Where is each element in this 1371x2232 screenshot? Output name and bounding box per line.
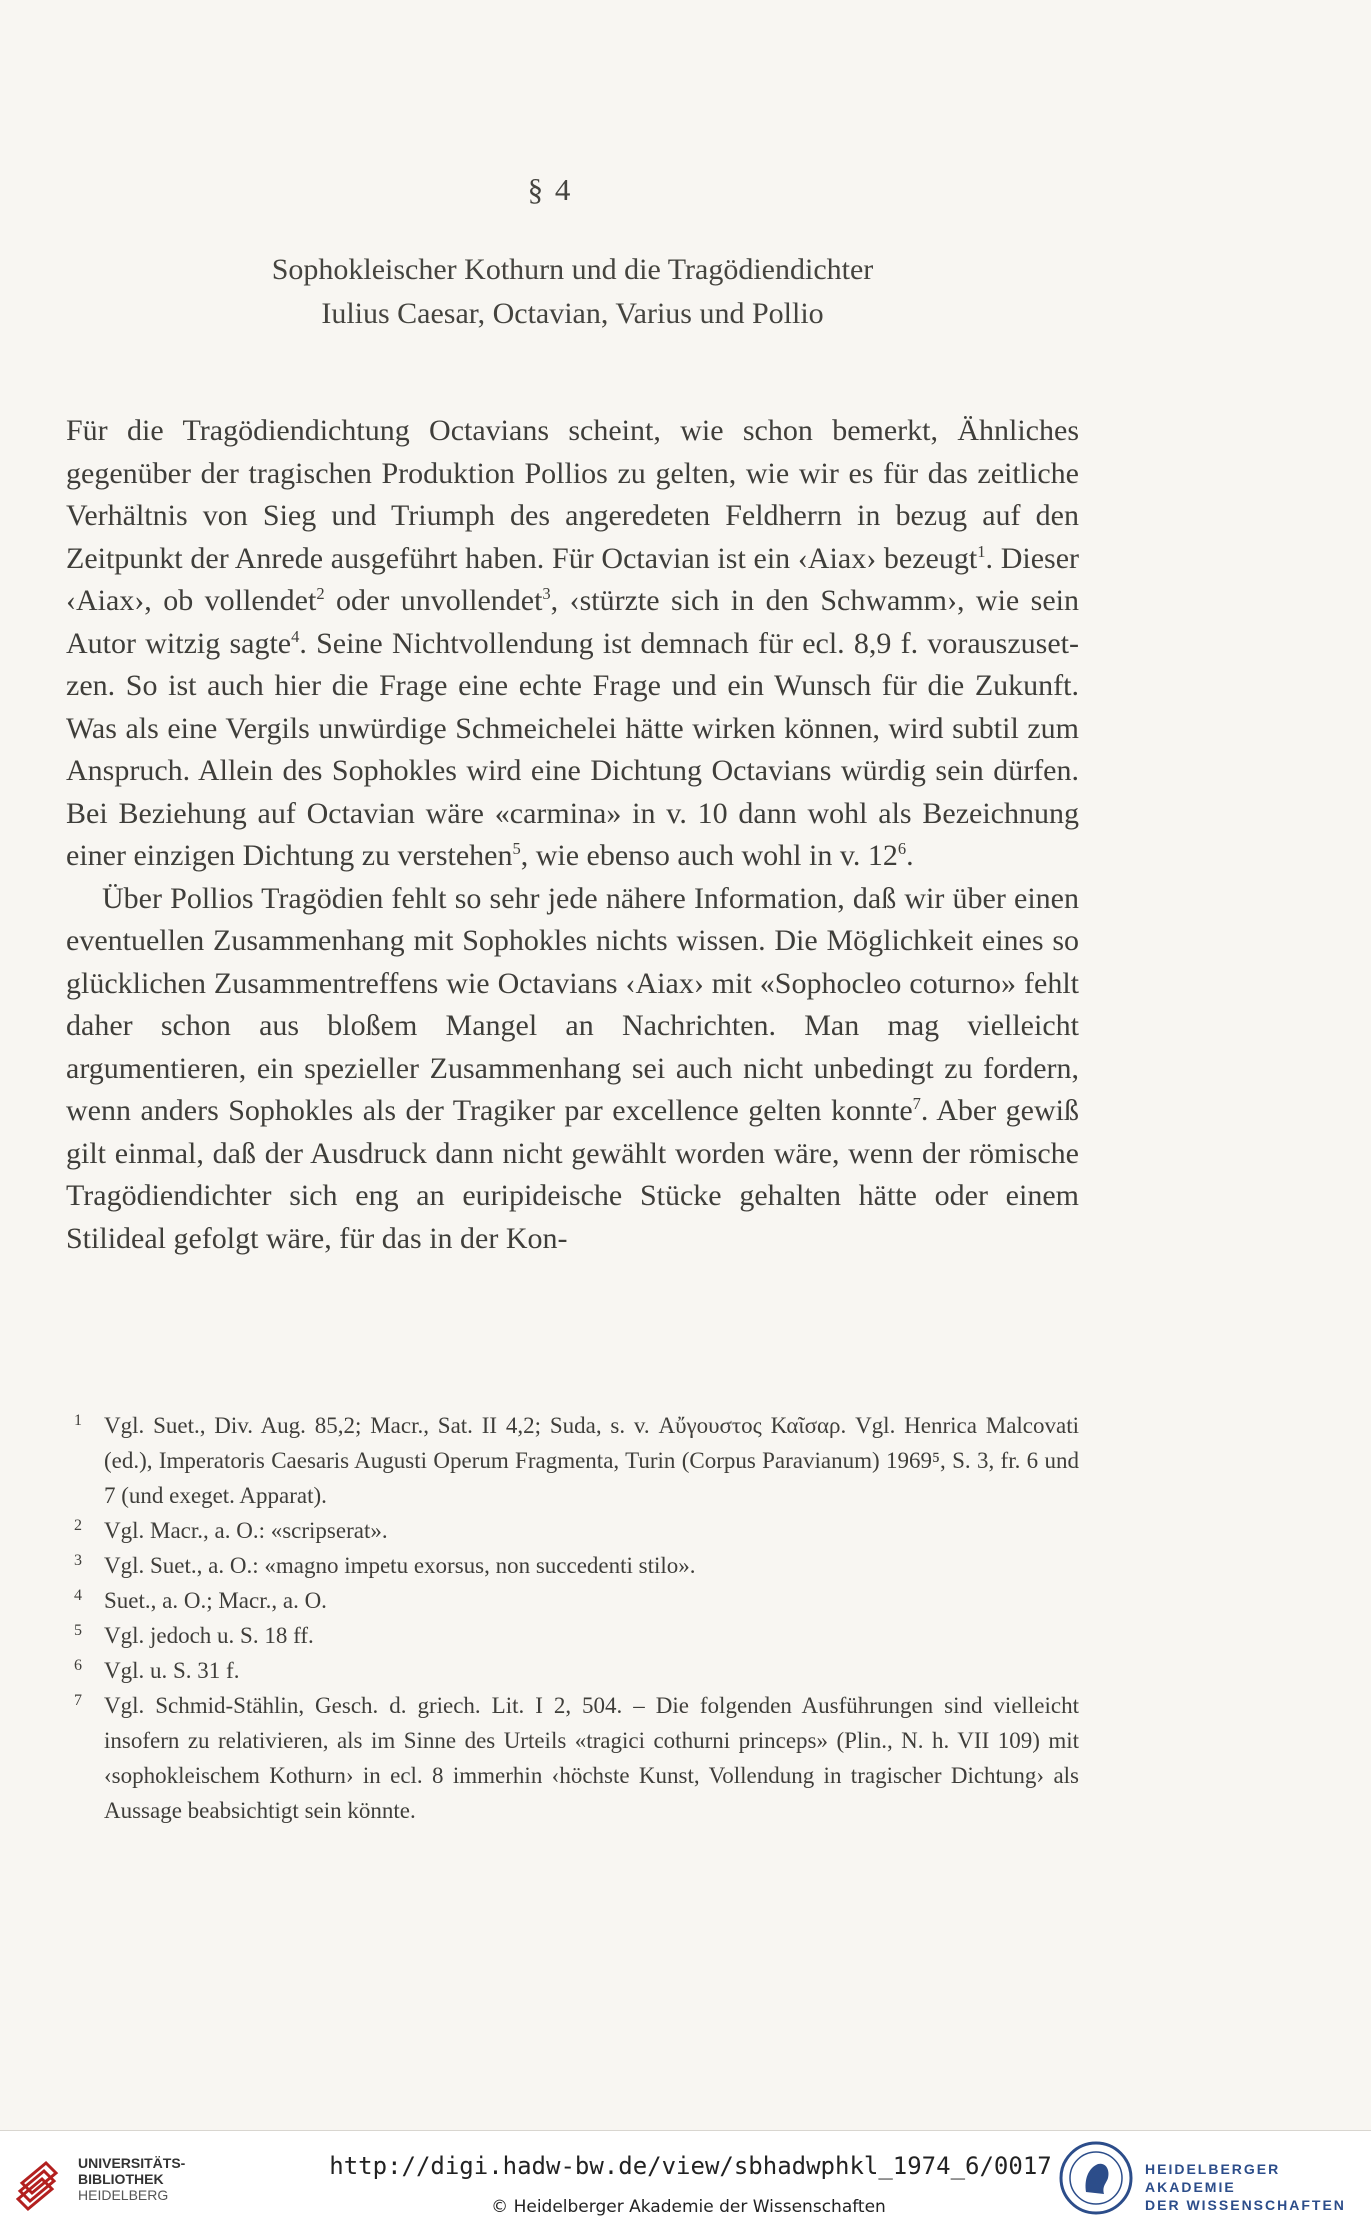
- footnote-ref-6[interactable]: 6: [897, 839, 907, 858]
- heading-line-2: Iulius Caesar, Octavian, Varius und Pollio: [321, 297, 824, 330]
- footnote-text: Vgl. Schmid-Stählin, Gesch. d. griech. Lit. I 2, 504. – Die folgenden Ausführungen sind vielleicht insofern zu relativieren, als im Sinne des Urteils «tragici cothurni princeps» (Plin., N. h. VII 109) mit ‹sophokleischem Kothurn› in ecl. 8 immerhin ‹höchste Kunst, Vollendung in tragischer Dichtung› als Aussage beabsichtigt sein könnte.: [104, 1693, 1079, 1823]
- footnote-text: Vgl. Suet., Div. Aug. 85,2; Macr., Sat. II 4,2; Suda, s. v. Αὔγουστος Καῖσαρ. Vgl. Henrica Malcovati (ed.), Imperatoris Caesaris Augusti Operum Fragmenta, Turin (Corpus Paravianum) 1969⁵, S. 3, fr. 6 und 7 (und exeget. Apparat).: [104, 1413, 1079, 1508]
- footnote-ref-1[interactable]: 1: [977, 541, 986, 561]
- chapter-heading: [0, 248, 1145, 336]
- footnote-number: 1: [74, 1412, 82, 1429]
- footnote: [66, 1688, 1079, 1828]
- footnote-number: 6: [74, 1657, 82, 1674]
- footnote: [66, 1653, 1079, 1688]
- footnote: [66, 1548, 1079, 1583]
- footnote-number: 3: [74, 1552, 82, 1569]
- footnote-number: 4: [74, 1587, 82, 1604]
- footnote-ref-3[interactable]: 3: [542, 584, 551, 603]
- copyright-notice: © Heidelberger Akademie der Wissenschaften: [491, 2197, 886, 2217]
- paragraph-1: Für die Tragödiendichtung Octavians scheint, wie schon bemerkt, Ähnliches gegenüber der tragischen Produktion Pollios zu gelten, wie wir es für das zeitliche Verhältnis von Sieg und Triumph des angeredeten Feldherrn in bezug auf den Zeitpunkt der Anrede ausgeführt haben. Für Octavian ist ein ‹Aiax› bezeugt$^1$. Dieser ‹Aiax›, ob vollendet$^2$ oder unvollendet$^3$, ‹stürzte sich in den Schwamm›, wie sein Autor witzig sagte$^4$. Seine Nichtvollendung ist demnach für ecl. 8,9 f. vorauszusetzen. So ist auch hier die Frage eine echte Frage und ein Wunsch für die Zukunft. Was als eine Vergils unwürdige Schmeichelei hätte wirken können, wird subtil zum Anspruch. Allein des Sophokles wird eine Dichtung Octavians würdig sein dürfen. Bei Beziehung auf Octavian wäre «carmina» in v. 10 dann wohl als Bezeichnung einer einzigen Dichtung zu verstehen$^5$, wie ebenso auch wohl in v. $12^6$.: [66, 414, 1079, 872]
- footnote-text: Vgl. u. S. 31 f.: [104, 1658, 240, 1683]
- footnote-number: 2: [74, 1517, 82, 1534]
- footnotes: [66, 1408, 1079, 1828]
- footnote-ref-7[interactable]: 7: [912, 1094, 921, 1113]
- footnote-ref-2[interactable]: 2: [316, 584, 325, 603]
- section-number: § 4: [527, 172, 573, 207]
- footnote-ref-5[interactable]: 5: [512, 839, 521, 858]
- footnote-number: 5: [74, 1622, 82, 1639]
- library-name[interactable]: UNIVERSITÄTS- BIBLIOTHEK HEIDELBERG: [78, 2155, 186, 2203]
- body-text: [66, 410, 1079, 1260]
- footnote-text: Vgl. jedoch u. S. 18 ff.: [104, 1623, 314, 1648]
- footnote-text: Suet., a. O.; Macr., a. O.: [104, 1588, 327, 1613]
- footnote-text: Vgl. Macr., a. O.: «scripserat».: [104, 1518, 388, 1543]
- footnote-ref-4[interactable]: 4: [291, 626, 300, 646]
- footnote-text: Vgl. Suet., a. O.: «magno impetu exorsus, non succedenti stilo».: [104, 1553, 696, 1578]
- permalink-url[interactable]: http://digi.hadw-bw.de/view/sbhadwphkl_1974_6/0017: [329, 2152, 1052, 2180]
- footnote: [66, 1618, 1079, 1653]
- academy-seal-icon[interactable]: [1058, 2140, 1134, 2216]
- heading-line-1: Sophokleischer Kothurn und die Tragödiendichter: [271, 253, 874, 286]
- academy-name[interactable]: HEIDELBERGER AKADEMIE DER WISSENSCHAFTEN: [1145, 2161, 1346, 2213]
- footnote: [66, 1513, 1079, 1548]
- footnote-number: 7: [74, 1692, 82, 1709]
- footnote: [66, 1408, 1079, 1513]
- footnote: [66, 1583, 1079, 1618]
- paragraph-2: Über Pollios Tragödien fehlt so sehr jede nähere Information, daß wir über einen eventuellen Zusammenhang mit Sophokles nichts wissen. Die Möglichkeit eines so glücklichen Zusammentreffens wie Octavians ‹Aiax› mit «Sophocleo coturno» fehlt daher schon aus bloßem Mangel an Nachrichten. Man mag vielleicht argumentieren, ein spezieller Zusammenhang sei auch nicht unbedingt zu fordern, wenn anders Sophokles als der Tragiker par excellence gelten konnte$^7$. Aber gewiß gilt einmal, daß der Ausdruck dann nicht gewählt worden wäre, wenn der römische Tragödiendichter sich eng an euripideische Stücke gehalten hätte oder einem Stilideal gefolgt wäre, für das in der Kon-: [66, 881, 1079, 1255]
